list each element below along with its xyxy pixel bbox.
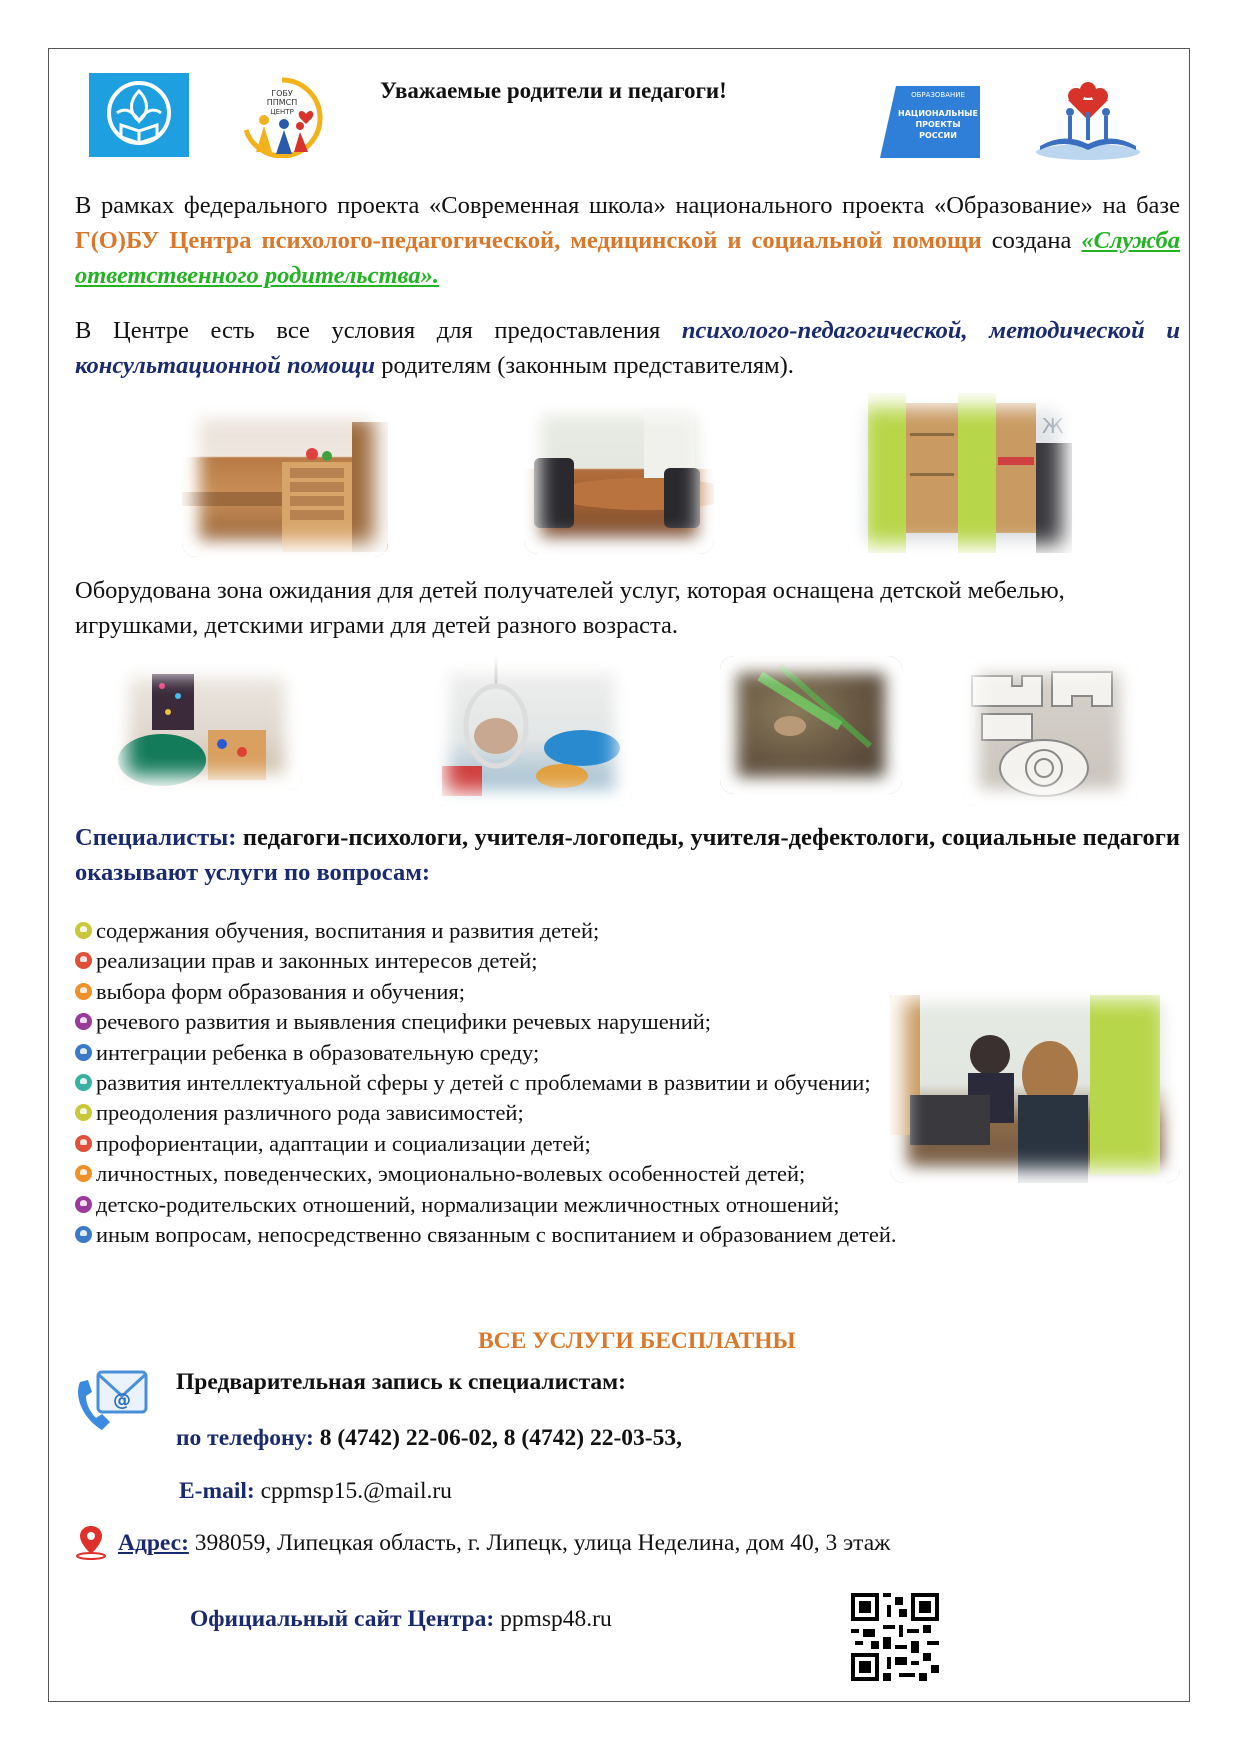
service-bullet-icon: [75, 1013, 92, 1030]
gobu-ppms-logo-icon: [236, 74, 328, 158]
address-line: [118, 1530, 890, 1557]
service-text: детско-родительских отношений, нормализации межличностных отношений;: [96, 1191, 840, 1217]
service-bullet-icon: [75, 1135, 92, 1152]
svg-text:РОССИИ: РОССИИ: [919, 131, 957, 140]
service-item: [75, 1038, 935, 1068]
hanging-chair-photo: [432, 656, 632, 806]
cabinet-shelves-photo: [848, 393, 1076, 558]
service-item: [75, 946, 935, 976]
service-text: реализации прав и законных интересов детей;: [96, 948, 538, 974]
service-text: развития интеллектуальной сферы у детей с проблемами в развитии и обучении;: [96, 1070, 871, 1096]
email-line: [179, 1478, 452, 1505]
service-bullet-icon: [75, 1165, 92, 1182]
service-item: [75, 1098, 935, 1128]
service-bullet-icon: [75, 1074, 92, 1091]
service-bullet-icon: [75, 1196, 92, 1213]
service-name-link[interactable]: «Служба ответственного родительства».: [75, 227, 1180, 289]
svg-text:ЦЕНТР: ЦЕНТР: [270, 108, 294, 116]
service-bullet-icon: [75, 922, 92, 939]
svg-text:@: @: [113, 1390, 131, 1411]
address-text: 398059, Липецкая область, г. Липецк, улица Неделина, дом 40, 3 этаж: [194, 1530, 891, 1556]
intro-text-start: В рамках федерального проекта «Современная школа» национального проекта «Образование» на базе: [75, 192, 1180, 219]
service-bullet-icon: [75, 1226, 92, 1243]
phone-label: по телефону:: [176, 1425, 314, 1451]
email-label: E-mail:: [179, 1478, 255, 1504]
email-phone-icon: [72, 1366, 152, 1438]
service-item: [75, 1220, 935, 1250]
svg-text:ОБРАЗОВАНИЕ: ОБРАЗОВАНИЕ: [911, 91, 965, 99]
service-text: иным вопросам, непосредственно связанным с воспитанием и образованием детей.: [96, 1222, 897, 1248]
service-item: [75, 916, 935, 946]
waiting-zone-text: Оборудована зона ожидания для детей получателей услуг, которая оснащена детской мебелью, игрушками, детскими играми для детей разного возраста.: [75, 577, 1065, 639]
organization-name: Г(О)БУ Центра психолого-педагогической, медицинской и социальной помощи: [75, 227, 982, 254]
intro-paragraph-1: [75, 188, 1180, 293]
wooden-puzzles-photo: [962, 656, 1138, 806]
specialists-list: педагоги-психологи, учителя-логопеды, учителя-дефектологи, социальные педагоги: [236, 824, 1180, 851]
svg-text:ППМСП: ППМСП: [266, 98, 298, 107]
registration-label: Предварительная запись к специалистам:: [176, 1369, 626, 1395]
service-item: [75, 1129, 935, 1159]
service-bullet-icon: [75, 1044, 92, 1061]
parents-book-logo-icon: [1030, 76, 1146, 162]
email-address[interactable]: cppmsp15.@mail.ru: [260, 1478, 452, 1504]
consultation-photo: [890, 985, 1180, 1183]
national-projects-logo-icon: [876, 82, 984, 164]
sand-table-photo: [720, 656, 902, 794]
service-item: [75, 977, 935, 1007]
service-item: [75, 1007, 935, 1037]
play-zone-photo: [112, 660, 302, 790]
service-item: [75, 1159, 935, 1189]
service-text: интеграции ребенка в образовательную среду;: [96, 1039, 540, 1065]
phone-numbers[interactable]: 8 (4742) 22-06-02, 8 (4742) 22-03-53,: [319, 1425, 682, 1451]
service-text: профориентации, адаптации и социализации детей;: [96, 1130, 591, 1156]
intro2-text-start: В Центре есть все условия для предоставления: [75, 317, 682, 344]
specialists-tail: оказывают услуги по вопросам:: [75, 859, 431, 886]
service-item: [75, 1190, 935, 1220]
help-types: психолого-педагогической, методической и консультационной помощи: [75, 317, 1181, 379]
svg-text:ГОБУ: ГОБУ: [271, 89, 293, 98]
service-text: выбора форм образования и обучения;: [96, 978, 465, 1004]
svg-text:НАЦИОНАЛЬНЫЕ: НАЦИОНАЛЬНЫЕ: [898, 109, 978, 118]
service-text: преодоления различного рода зависимостей;: [96, 1100, 524, 1126]
page-title: Уважаемые родители и педагоги!: [380, 78, 727, 103]
site-url[interactable]: ppmsp48.ru: [500, 1606, 612, 1632]
location-pin-icon: [72, 1524, 110, 1560]
service-item: [75, 1068, 935, 1098]
specialists-paragraph: [75, 820, 1180, 890]
intro-text-mid: создана: [981, 227, 1082, 254]
qr-code-icon[interactable]: [851, 1593, 939, 1681]
service-text: речевого развития и выявления специфики речевых нарушений;: [96, 1009, 712, 1035]
service-bullet-icon: [75, 983, 92, 1000]
service-bullet-icon: [75, 952, 92, 969]
site-line: [190, 1606, 612, 1633]
service-text: личностных, поведенческих, эмоционально-волевых особенностей детей;: [96, 1161, 806, 1187]
svg-text:ПРОЕКТЫ: ПРОЕКТЫ: [915, 120, 961, 129]
office-desk-photo: [182, 402, 388, 557]
address-label[interactable]: Адрес:: [118, 1530, 189, 1556]
office-table-photo: [524, 398, 714, 554]
phone-line: [176, 1425, 682, 1452]
services-list: [75, 916, 935, 1250]
service-bullet-icon: [75, 1104, 92, 1121]
svg-text:Ж: Ж: [1042, 414, 1064, 438]
site-label: Официальный сайт Центра:: [190, 1606, 495, 1632]
ppms-center-logo-icon: [89, 73, 189, 157]
intro-paragraph-2: [75, 313, 1180, 383]
specialists-label: Специалисты:: [75, 824, 237, 851]
intro2-text-end: родителям (законным представителям).: [375, 352, 794, 379]
free-services-banner: ВСЕ УСЛУГИ БЕСПЛАТНЫ: [478, 1328, 796, 1354]
service-text: содержания обучения, воспитания и развития детей;: [96, 918, 600, 943]
